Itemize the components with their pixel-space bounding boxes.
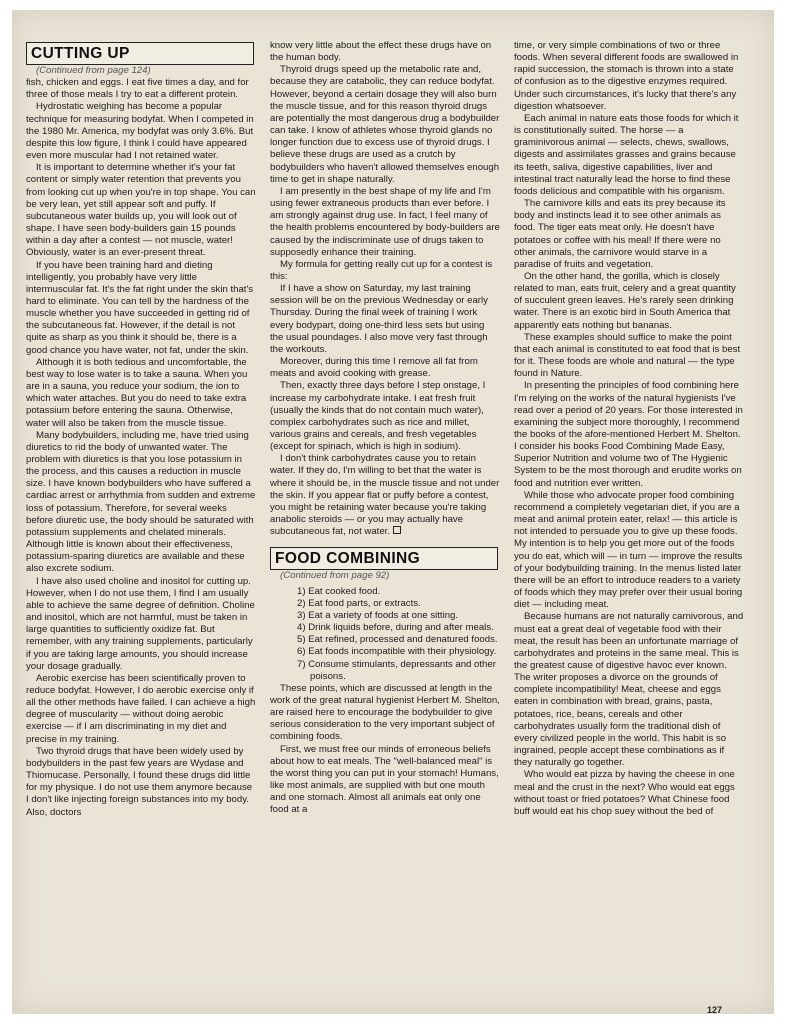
paragraph: The carnivore kills and eats its prey because its body and instincts lead it to see other animals as food. The tiger eats meat only. He doesn't have potatoes or coffee with his meal! If there were no other animals, the carnivore would starve in a paradise of fruits and vegetation. — [514, 198, 726, 270]
list-item: 1) Eat cooked food. — [297, 585, 381, 597]
paragraph: Because humans are not naturally carnivorous, and must eat a great deal of vegetable food with their meat, the result has been an unfortunate marriage of carbohydrates and proteins in the same meal. This is the greatest cause of digestive havoc ever known. The writer proposes a divorce on the grounds of complete incompatibility! Meat, cheese and eggs eaten in combination with bread, grains, pasta, potatoes, rice, beans, cereals and other carbohydrates usually form the traditional dish of every civilized people in the world. This habit is so ingrained, people accept these combinations as if they naturally go together. — [514, 611, 744, 769]
paragraph: Although it is both tedious and uncomfortable, the best way to lose water is to take a sauna. When you are in a sauna, you reduce your sodium, the ion to which water attaches. But you do need to take extra potassium before entering the sauna. Otherwise, water will also be taken from the muscle tissue. — [26, 356, 248, 429]
magazine-page — [12, 10, 774, 1014]
column-2 — [270, 40, 500, 817]
column-3 — [514, 40, 744, 818]
paragraph: Then, exactly three days before I step onstage, I increase my carbohydrate intake. I eat fresh fruit (usually the kinds that do not contain much water), complex carbohydrates such as rice and millet, various grains and cereals, and fresh vegetables (except for spinach, which is high in sodium). — [270, 380, 486, 453]
paragraph: Thyroid drugs speed up the metabolic rate and, because they are catabolic, they can reduce bodyfat. However, beyond a certain dosage they will also burn the muscle tissue, and for this reason thyroid drugs are potentially the most dangerous drug a bodybuilder can take. I know of athletes whose thyroid glands no longer function due to excess use of thyroid drugs. I believe these drugs are used as a crutch by bodybuilders who haven't allowed themselves enough time to get in shape naturally. — [270, 64, 500, 185]
list-item: 6) Eat foods incompatible with their physiology. — [297, 646, 497, 658]
paragraph-text: I don't think carbohydrates cause you to retain water. If they do, I'm willing to bet that the water is where it should be, in the muscle tissue and not under the skin. If you appear flat or puffy before a contest, you might be retaining water because you're taking anabolic steroids — or you may actually have subcutaneous fat, not water. — [270, 453, 500, 538]
paragraph-final — [270, 453, 500, 538]
paragraph: Hydrostatic weighing has become a popular technique for measuring bodyfat. When I competed in the 1980 Mr. America, my bodyfat was only 3.6%. But despite this low figure, I think I could have appeared even more muscular had I not retained water. — [26, 101, 254, 162]
paragraph: Each animal in nature eats those foods for which it is constitutionally suited. The horse — a graminivorous animal — selects, chews, swallows, digests and assimilates grasses and grains because its teeth, saliva, digestive capabilities, liver and intestinal tract naturally lead the horse to find these foods delicious and compatible with his organism. — [514, 112, 739, 197]
page-number: 127 — [706, 1005, 722, 1014]
cutting-up-heading: CUTTING UP — [26, 42, 254, 65]
paragraph: Who would eat pizza by having the cheese in one meal and the crust in the next? Who would eat eggs without toast or fried potatoes? What Chinese food buff would eat his chop suey without the bed of — [514, 769, 735, 817]
list-item: 5) Eat refined, processed and denatured foods. — [297, 634, 498, 646]
paragraph: In presenting the principles of food combining here I'm relying on the works of the natural hygienists I've read over a period of 20 years. For those interested in examining the subject more thoroughly, I recommend the books of the afore-mentioned Herbert M. Shelton. I consider his books Food Combining Made Easy, Superior Nutrition and volume two of The Hygienic System to be the most thorough and erudite works on food and nutrition ever written. — [514, 380, 743, 489]
paragraph: fish, chicken and eggs. I eat five times a day, and for three of those meals I try to eat a different protein. — [26, 77, 249, 101]
paragraph: I have also used choline and inositol for cutting up. However, when I do not use them, I find I am usually able to achieve the same degree of definition. Choline and inositol, which are not harmful, must be taken in large quantities to sufficiently oxidize fat. But remember, with any training supplements, particularly if you are taking large amounts, you should increase your dosage gradually. — [26, 575, 255, 672]
list-item: 2) Eat food parts, or extracts. — [297, 597, 421, 609]
paragraph: Moreover, during this time I remove all fat from meats and avoid cooking with grease. — [270, 356, 478, 380]
paragraph: While those who advocate proper food combining recommend a completely vegetarian diet, if you are a meat and animal protein eater, relax! — this article is not intended to persuade you to give up these foods. My intention is to help you get more out of the foods you do eat, which will — in turn — improve the results of your bodybuilding training. In the menus listed later there will be an effort to introduce readers to a variety of foods which they may prefer over their usual boring diet — including meat. — [514, 489, 743, 611]
food-combining-heading: FOOD COMBINING — [270, 547, 498, 570]
paragraph: time, or very simple combinations of two or three foods. When several different foods are swallowed in rapid succession, the stomach is thrown into a state of confusion as to the digestive enzymes required. Under such circumstances, it's lucky that there's any digestion whatsoever. — [514, 40, 739, 112]
paragraph: If you have been training hard and dieting intelligently, you probably have very little intermuscular fat. It's the fat right under the skin that's hard to eliminate. You can tell by the hardness of the muscle whether you have succeeded in getting rid of the subcutaneous fat. However, if the detail is not quite as sharp as you think it should be, there is a good chance you have water, not fat, under the skin. — [26, 259, 254, 356]
list-item: 3) Eat a variety of foods at one sitting. — [297, 609, 459, 621]
paragraph: It is important to determine whether it's your fat content or simply water retention that prevents you from looking cut up when you're in top shape. You can be very lean, yet still appear soft and puffy. If subcutaneous water builds up, you will look out of shape. I have seen body-builders gain 15 pounds within a day after a contest — not muscle, water! Obviously, water is an ever-present threat. — [26, 162, 256, 259]
paragraph: Many bodybuilders, including me, have tried using diuretics to rid the body of unwanted water. The problem with diuretics is that you lose potassium in the process, and this causes a reduction in muscle size. I have known bodybuilders who have suffered a cardiac arrest or arrhythmia from sudden and extreme loss of potassium. Therefore, for several weeks before diuretic use, the body should be saturated with potassium supplements and chelated minerals. Although little is known about their effectiveness, potassium-sparing diuretics are available and these also excrete sodium. — [26, 429, 256, 575]
end-of-article-mark — [393, 526, 401, 534]
paragraph: My formula for getting really cut up for a contest is this: — [270, 258, 493, 282]
list-item: 4) Drink liquids before, during and after meals. — [297, 622, 494, 634]
paragraph: know very little about the effect these drugs have on the human body. — [270, 40, 492, 64]
food-combining-continued-note: (Continued from page 92) — [280, 570, 390, 582]
list-item: 7) Consume stimulants, depressants and other poisons. — [297, 658, 496, 682]
cutting-up-continued-note: (Continued from page 124) — [36, 65, 151, 76]
rules-list — [270, 586, 500, 683]
paragraph: Aerobic exercise has been scientifically proven to reduce bodyfat. However, I do aerobic exercise only if all the other methods have failed. I can achieve a high degree of muscularity — without doing aerobic exercise — if I am discriminating in my diet and precise in my training. — [26, 672, 256, 745]
paragraph: These points, which are discussed at length in the work of the great natural hygienist Herbert M. Shelton, are raised here to encourage the bodybuilder to give serious consideration to the very important subject of combining foods. — [270, 682, 500, 743]
column-1 — [26, 42, 256, 819]
paragraph: If I have a show on Saturday, my last training session will be on the previous Wednesday or early Thursday. During the final week of training I work every bodypart, doing one-third less sets but using the usual poundages. I also move very fast through the workouts. — [270, 283, 488, 355]
paragraph: On the other hand, the gorilla, which is closely related to man, eats fruit, celery and a great quantity of succulent green leaves. He's rarely seen drinking water. There is an exotic bird in South America that apparently eats nothing but bananas. — [514, 270, 736, 331]
paragraph: These examples should suffice to make the point that each animal is constituted to eat food that is best for it. These foods are whole and natural — the type found in Nature. — [514, 331, 741, 380]
paragraph: I am presently in the best shape of my life and I'm using fewer extraneous products than ever before. I am strongly against drug use. In fact, I feel many of the health problems encountered by body-builders are caused by the indiscriminate use of drugs taken to supposedly enhance their training. — [270, 185, 500, 258]
paragraph: Two thyroid drugs that have been widely used by bodybuilders in the past few years are Wydase and Thiomucase. Personally, I found these drugs did little for my physique. I do not use them anymore because I don't like injecting foreign substances into my body. Also, doctors — [26, 745, 253, 818]
paragraph: First, we must free our minds of erroneous beliefs about how to eat meals. The "well-balanced meal" is the worst thing you can put in your stomach! Humans, like most animals, are supplied with but one mouth and one stomach. Almost all animals eat only one food at a — [270, 743, 499, 816]
